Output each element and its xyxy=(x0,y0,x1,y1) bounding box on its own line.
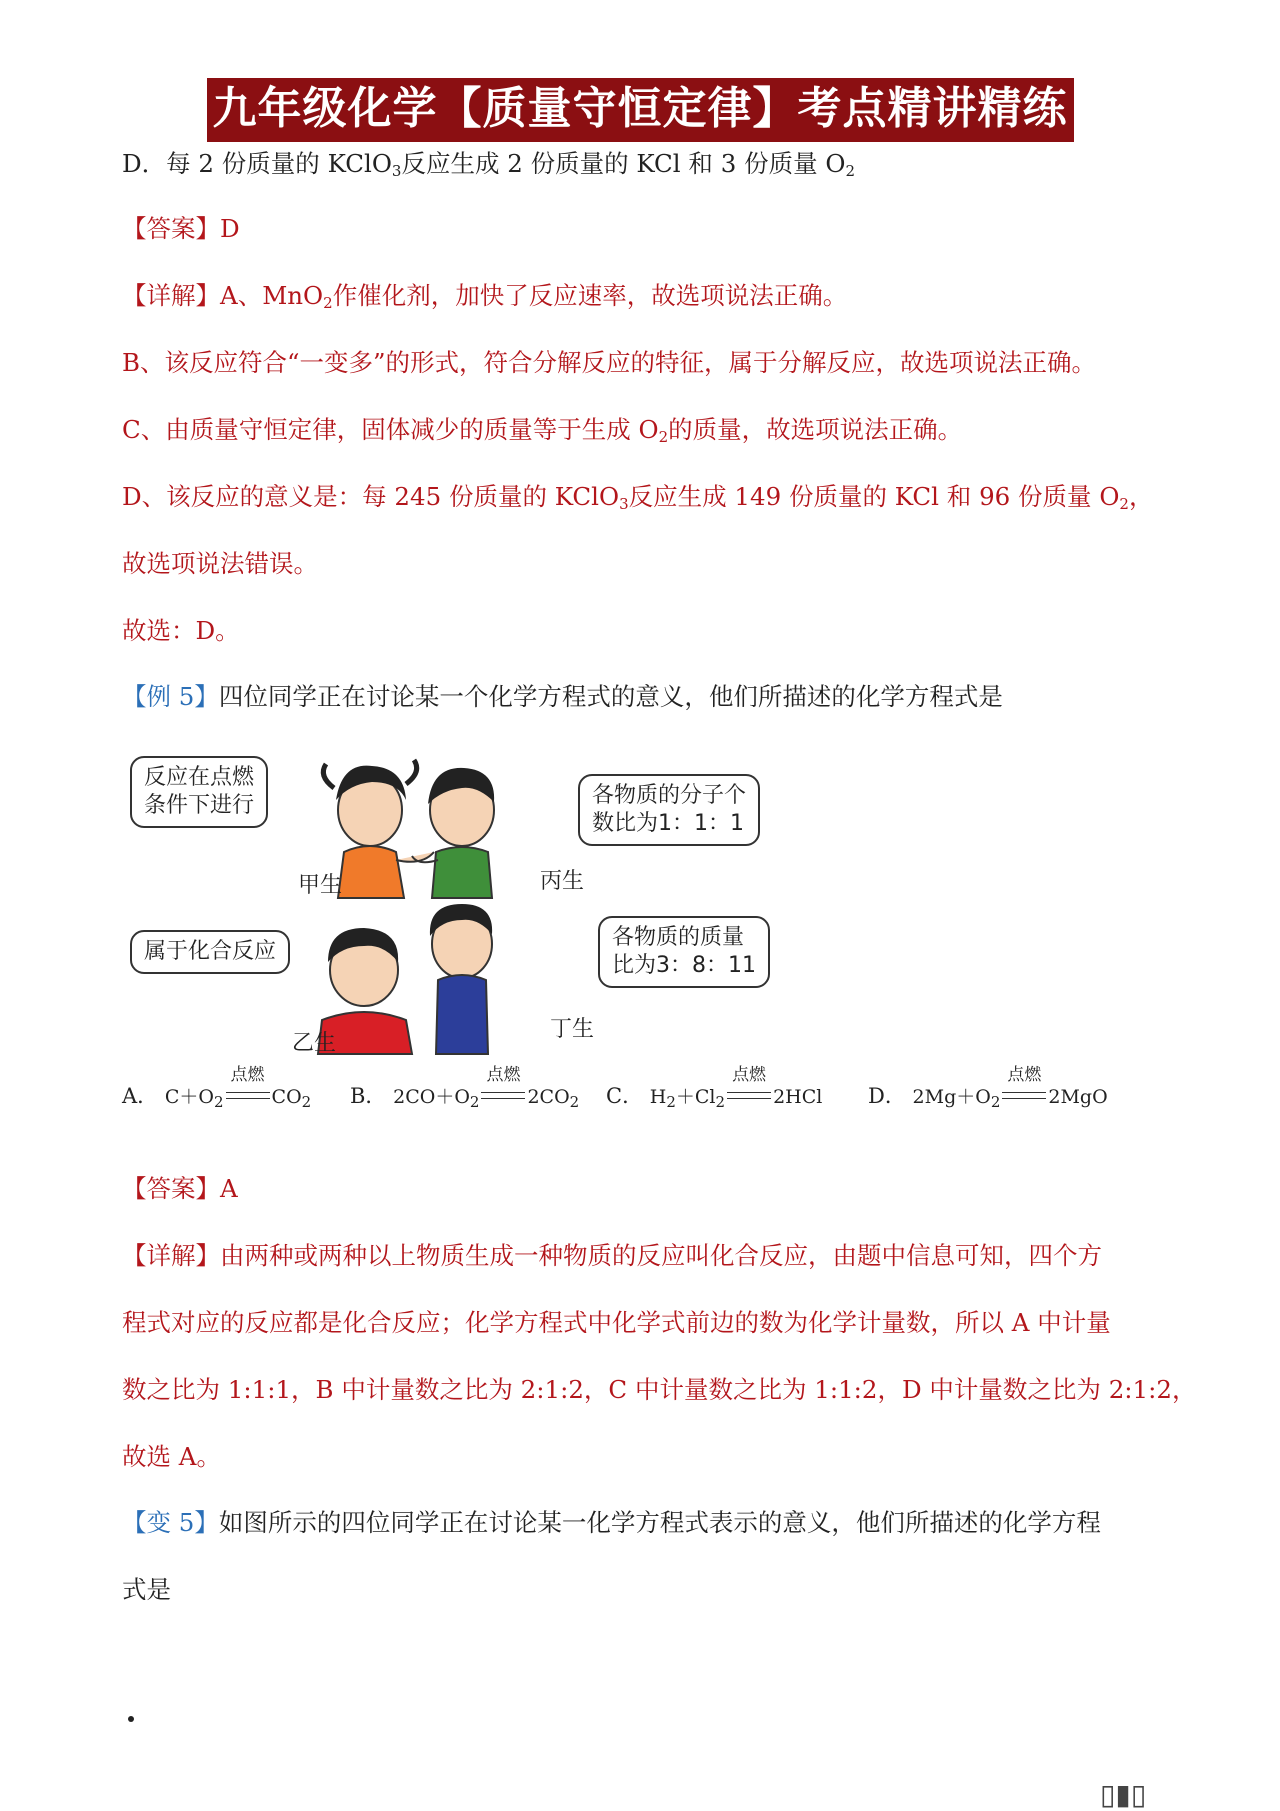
example-label: 【例 5】 xyxy=(122,682,219,711)
condition-label: 点燃 xyxy=(732,1065,767,1085)
label-ding: 丁生 xyxy=(550,1017,595,1042)
text: 反应生成 149 份质量的 KCl 和 96 份质量 O xyxy=(628,482,1120,511)
detail-1-conclusion: 故选：D。 xyxy=(122,616,240,645)
bubble-line: 属于化合反应 xyxy=(144,939,277,964)
text: 的质量，故选项说法正确。 xyxy=(668,415,963,444)
title-banner xyxy=(0,78,1280,142)
detail-label: 【详解】 xyxy=(122,281,220,310)
subscript: 2 xyxy=(715,1093,726,1111)
reactants: C＋O xyxy=(164,1086,214,1108)
double-line xyxy=(226,1092,270,1099)
bubble-line: 各物质的质量 xyxy=(612,925,745,950)
answer-value: A xyxy=(220,1174,238,1203)
bullet-dot xyxy=(128,1716,134,1722)
bubble-line: 数比为1：1：1 xyxy=(592,811,744,836)
bubble-jia xyxy=(130,756,268,828)
label-jia: 甲生 xyxy=(298,873,343,898)
equation xyxy=(164,1065,312,1111)
reactants: 2CO＋O xyxy=(393,1086,470,1108)
subscript: 3 xyxy=(619,495,629,513)
detail-1-d xyxy=(122,480,1153,521)
page-title: 九年级化学【质量守恒定律】考点精讲精练 xyxy=(207,78,1074,142)
text: 反应生成 2 份质量的 KCl 和 3 份质量 O xyxy=(401,149,846,178)
answer-2 xyxy=(122,1172,238,1206)
label-yi: 乙生 xyxy=(292,1031,337,1056)
subscript: 2 xyxy=(569,1093,580,1111)
text: C、由质量守恒定律，固体减少的质量等于生成 O xyxy=(122,415,659,444)
bubble-bing xyxy=(578,774,760,846)
detail-1-b: B、该反应符合“一变多”的形式，符合分解反应的特征，属于分解反应，故选项说法正确。 xyxy=(122,348,1097,377)
subscript: 2 xyxy=(469,1093,480,1111)
answer-options xyxy=(122,1065,1122,1130)
subscript: 3 xyxy=(391,162,402,180)
subscript: 2 xyxy=(666,1093,676,1111)
option-a xyxy=(122,1065,312,1111)
option-letter: D． xyxy=(868,1084,906,1108)
condition-arrow xyxy=(727,1065,771,1108)
example-text: 四位同学正在讨论某一个化学方程式的意义，他们所描述的化学方程式是 xyxy=(218,682,1003,711)
option-letter: C． xyxy=(606,1084,644,1108)
bubble-ding xyxy=(598,916,770,988)
subscript: 2 xyxy=(658,428,669,446)
detail-2-l1 xyxy=(122,1239,1102,1273)
variant-5-cont: 式是 xyxy=(122,1575,171,1604)
option-d xyxy=(868,1065,1108,1111)
condition-label: 点燃 xyxy=(1007,1065,1042,1085)
bubble-line: 条件下进行 xyxy=(144,793,255,818)
option-c xyxy=(606,1065,823,1111)
variant-5 xyxy=(122,1506,1101,1540)
example-5 xyxy=(122,680,1003,714)
double-line xyxy=(1002,1092,1046,1099)
text: 作催化剂，加快了反应速率，故选项说法正确。 xyxy=(332,281,848,310)
subscript: 2 xyxy=(990,1093,1001,1111)
detail-1-a xyxy=(122,279,847,320)
scan-mark-icon: ▯▮▯ xyxy=(1100,1778,1147,1811)
text: A、MnO xyxy=(220,281,324,310)
text: D、该反应的意义是：每 245 份质量的 KClO xyxy=(122,482,620,511)
product: 2MgO xyxy=(1048,1086,1108,1108)
reactants: ＋Cl xyxy=(675,1086,716,1108)
condition-label: 点燃 xyxy=(486,1065,521,1085)
detail-label: 【详解】 xyxy=(122,1241,220,1270)
text: ， xyxy=(1128,482,1154,511)
variant-label: 【变 5】 xyxy=(122,1508,219,1537)
detail-2-l4: 故选 A。 xyxy=(122,1442,221,1471)
condition-arrow xyxy=(481,1065,525,1108)
reactants: H xyxy=(649,1086,667,1108)
condition-arrow xyxy=(1002,1065,1046,1108)
option-letter: B． xyxy=(350,1084,387,1108)
bubble-yi xyxy=(130,930,290,974)
subscript: 2 xyxy=(323,294,333,312)
equation xyxy=(912,1065,1108,1111)
label-bing: 丙生 xyxy=(540,869,585,894)
subscript: 2 xyxy=(301,1093,312,1111)
reactants: 2Mg＋O xyxy=(912,1086,991,1108)
equation xyxy=(393,1065,580,1111)
double-line xyxy=(481,1092,525,1099)
equation xyxy=(649,1065,823,1111)
detail-1-c xyxy=(122,413,962,454)
answer-label: 【答案】 xyxy=(122,214,220,243)
student-bing-figure xyxy=(412,768,494,898)
product: CO xyxy=(271,1086,302,1108)
detail-2-l2: 程式对应的反应都是化合反应；化学方程式中化学式前边的数为化学计量数，所以 A 中计量 xyxy=(122,1308,1111,1337)
detail-2-l3: 数之比为 1:1:1，B 中计量数之比为 2:1:2，C 中计量数之比为 1:1:2，D 中计量数之比为 2:1:2， xyxy=(122,1375,1197,1404)
product: 2CO xyxy=(527,1086,570,1108)
text: D．每 2 份质量的 KClO xyxy=(122,149,392,178)
double-line xyxy=(727,1092,771,1099)
option-b xyxy=(350,1065,580,1111)
option-d-statement xyxy=(122,147,855,188)
subscript: 2 xyxy=(845,162,856,180)
answer-label: 【答案】 xyxy=(122,1174,220,1203)
students-illustration xyxy=(122,748,782,1058)
product: 2HCl xyxy=(773,1086,823,1108)
answer-value: D xyxy=(220,214,240,243)
bubble-line: 比为3：8：11 xyxy=(612,953,756,978)
text: 由两种或两种以上物质生成一种物质的反应叫化合反应，由题中信息可知，四个方 xyxy=(220,1241,1102,1270)
condition-arrow xyxy=(226,1065,270,1108)
detail-1-d-cont: 故选项说法错误。 xyxy=(122,549,318,578)
student-ding-figure xyxy=(430,904,492,1054)
bubble-line: 各物质的分子个 xyxy=(592,783,747,808)
condition-label: 点燃 xyxy=(230,1065,265,1085)
bubble-line: 反应在点燃 xyxy=(144,765,255,790)
subscript: 2 xyxy=(213,1093,224,1111)
variant-text: 如图所示的四位同学正在讨论某一化学方程式表示的意义，他们所描述的化学方程 xyxy=(218,1508,1101,1537)
option-letter: A． xyxy=(122,1084,159,1108)
subscript: 2 xyxy=(1119,495,1129,513)
answer-1 xyxy=(122,212,240,246)
